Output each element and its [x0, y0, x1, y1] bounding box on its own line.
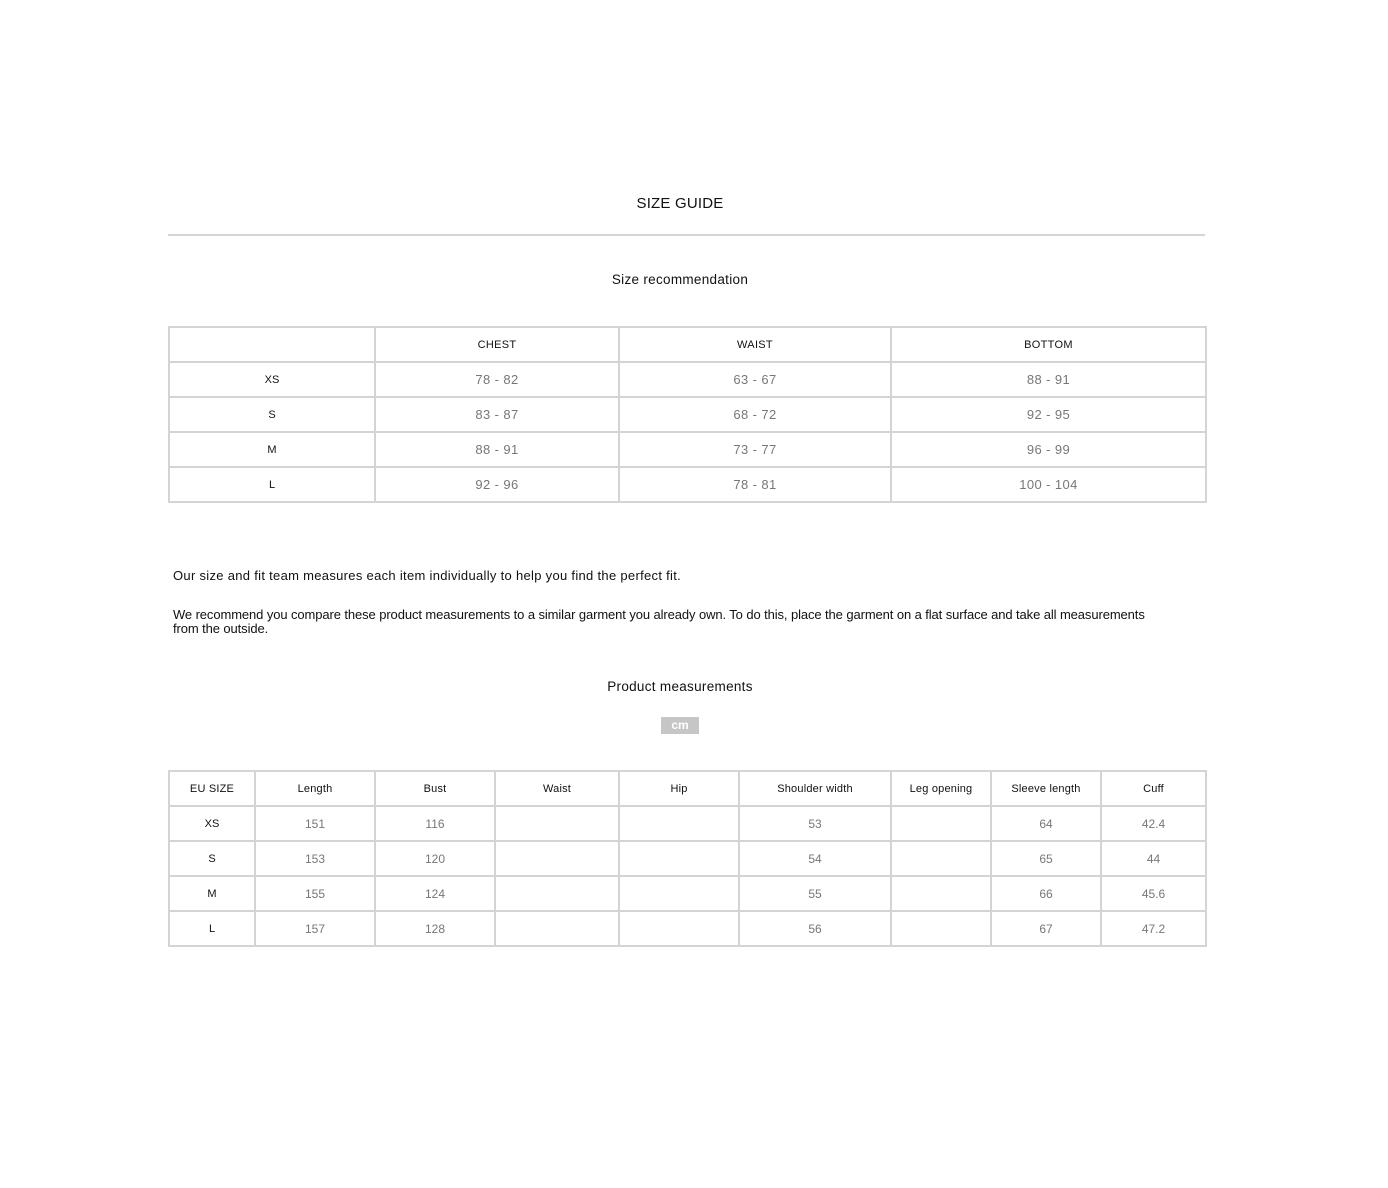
- leg-opening-cell: [891, 911, 991, 946]
- column-header-hip: Hip: [619, 771, 739, 806]
- recommendation-paragraph: We recommend you compare these product measurements to a similar garment you already own. To do this, place the garment on a flat surface and take all measurements from the outside.: [173, 607, 1145, 636]
- leg-opening-cell: [891, 806, 991, 841]
- column-header-length: Length: [255, 771, 375, 806]
- length-cell: 157: [255, 911, 375, 946]
- column-header-cuff: Cuff: [1101, 771, 1206, 806]
- table-row: [169, 397, 1206, 432]
- table-row: [169, 841, 1206, 876]
- hip-cell: [619, 876, 739, 911]
- column-header-chest: CHEST: [375, 327, 619, 362]
- size-cell: L: [169, 911, 255, 946]
- bust-cell: 128: [375, 911, 495, 946]
- shoulder-width-cell: 53: [739, 806, 891, 841]
- bust-cell: 124: [375, 876, 495, 911]
- waist-cell: [495, 841, 619, 876]
- size-cell: XS: [169, 362, 375, 397]
- column-header-waist: WAIST: [619, 327, 891, 362]
- size-cell: L: [169, 467, 375, 502]
- column-header-shoulder-width: Shoulder width: [739, 771, 891, 806]
- bust-cell: 120: [375, 841, 495, 876]
- product-measurements-table: [168, 770, 1207, 947]
- unit-toggle-cm[interactable]: cm: [661, 717, 699, 734]
- table-row: [169, 911, 1206, 946]
- chest-cell: 88 - 91: [375, 432, 619, 467]
- chest-cell: 78 - 82: [375, 362, 619, 397]
- sleeve-length-cell: 65: [991, 841, 1101, 876]
- size-cell: S: [169, 841, 255, 876]
- hip-cell: [619, 911, 739, 946]
- table-row: [169, 467, 1206, 502]
- table-header-row: [169, 771, 1206, 806]
- bottom-cell: 96 - 99: [891, 432, 1206, 467]
- size-recommendation-heading: Size recommendation: [611, 272, 749, 287]
- shoulder-width-cell: 54: [739, 841, 891, 876]
- title-divider: [168, 234, 1205, 236]
- table-header-row: [169, 327, 1206, 362]
- waist-cell: 68 - 72: [619, 397, 891, 432]
- table-row: [169, 362, 1206, 397]
- table-row: [169, 806, 1206, 841]
- column-header-sleeve-length: Sleeve length: [991, 771, 1101, 806]
- bottom-cell: 88 - 91: [891, 362, 1206, 397]
- table-row: [169, 876, 1206, 911]
- cuff-cell: 44: [1101, 841, 1206, 876]
- waist-cell: 73 - 77: [619, 432, 891, 467]
- table-row: [169, 432, 1206, 467]
- product-measurements-heading: Product measurements: [607, 679, 753, 694]
- column-header-waist: Waist: [495, 771, 619, 806]
- waist-cell: [495, 806, 619, 841]
- bust-cell: 116: [375, 806, 495, 841]
- chest-cell: 92 - 96: [375, 467, 619, 502]
- size-cell: S: [169, 397, 375, 432]
- size-cell: M: [169, 432, 375, 467]
- chest-cell: 83 - 87: [375, 397, 619, 432]
- page-title: SIZE GUIDE: [636, 195, 724, 212]
- column-header: [169, 327, 375, 362]
- bottom-cell: 100 - 104: [891, 467, 1206, 502]
- column-header-leg-opening: Leg opening: [891, 771, 991, 806]
- waist-cell: 78 - 81: [619, 467, 891, 502]
- hip-cell: [619, 841, 739, 876]
- size-recommendation-table: [168, 326, 1207, 503]
- sleeve-length-cell: 64: [991, 806, 1101, 841]
- size-cell: M: [169, 876, 255, 911]
- fit-team-paragraph: Our size and fit team measures each item individually to help you find the perfect fit.: [173, 568, 682, 583]
- leg-opening-cell: [891, 876, 991, 911]
- length-cell: 151: [255, 806, 375, 841]
- sleeve-length-cell: 66: [991, 876, 1101, 911]
- length-cell: 155: [255, 876, 375, 911]
- leg-opening-cell: [891, 841, 991, 876]
- waist-cell: 63 - 67: [619, 362, 891, 397]
- cuff-cell: 45.6: [1101, 876, 1206, 911]
- waist-cell: [495, 876, 619, 911]
- hip-cell: [619, 806, 739, 841]
- length-cell: 153: [255, 841, 375, 876]
- sleeve-length-cell: 67: [991, 911, 1101, 946]
- size-cell: XS: [169, 806, 255, 841]
- cuff-cell: 42.4: [1101, 806, 1206, 841]
- column-header-bust: Bust: [375, 771, 495, 806]
- cuff-cell: 47.2: [1101, 911, 1206, 946]
- column-header-eu-size: EU SIZE: [169, 771, 255, 806]
- column-header-bottom: BOTTOM: [891, 327, 1206, 362]
- bottom-cell: 92 - 95: [891, 397, 1206, 432]
- shoulder-width-cell: 55: [739, 876, 891, 911]
- shoulder-width-cell: 56: [739, 911, 891, 946]
- waist-cell: [495, 911, 619, 946]
